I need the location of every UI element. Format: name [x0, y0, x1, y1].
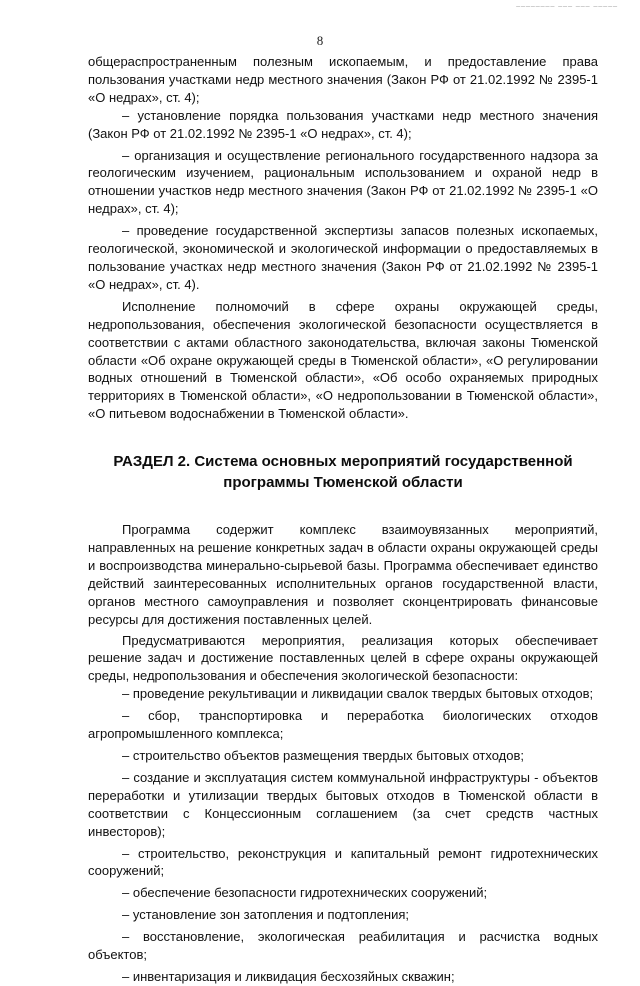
corner-scan-mark: ________ ___ ___ _____: [516, 0, 618, 7]
list-item-hydraulic-structures-construction: – строительство, реконструкция и капитальный ремонт гидротехнических сооружений;: [88, 845, 598, 879]
list-item-biological-waste: – сбор, транспортировка и переработка биологических отходов агропромышленного комплекса;: [88, 708, 598, 742]
list-item-state-expertise: – проведение государственной экспертизы запасов полезных ископаемых, геологической, экономической и экологической информации о предоставляемых в пользование участках недр местного значения (Закон РФ от 21.02.1992 № 2395-1 «О недрах», ст. 4).: [88, 223, 598, 292]
list-item-subsoil-usage-order: – установление порядка пользования участками недр местного значения (Закон РФ от 21.02.1992 № 2395-1 «О недрах», ст. 4);: [88, 107, 598, 141]
paragraph-regional-legislation: Исполнение полномочий в сфере охраны окружающей среды, недропользования, обеспечения экологической безопасности осуществляется в соответствии с актами областного законодательства, включая законы Тюменской области «Об охране окружающей среды в Тюменской области», «О регулировании водных отношений в Тюменской области», «Об особо охраняемых природных территориях в Тюменской области», «О недропользовании в Тюменской области», «О питьевом водоснабжении в Тюменской области».: [88, 298, 598, 422]
paragraph-subsoil-rights-continuation: общераспространенным полезным ископаемым, и предоставление права пользования участками недр местного значения (Закон РФ от 21.02.1992 № 2395-1 «О недрах», ст. 4);: [88, 54, 598, 105]
page-number: 8: [316, 33, 324, 48]
list-item-municipal-infrastructure: – создание и эксплуатация систем коммунальной инфраструктуры - объектов переработки и утилизации твердых бытовых отходов в Тюменской области в соответствии с Концессионным соглашением (за счет средств частных инвесторов);: [88, 769, 598, 839]
document-body: [88, 53, 598, 986]
list-item-waste-facility-construction: – строительство объектов размещения твердых бытовых отходов;: [122, 748, 524, 763]
list-item-hydraulic-structures-safety: – обеспечение безопасности гидротехнических сооружений;: [122, 885, 488, 901]
list-item-ownerless-wells: – инвентаризация и ликвидация бесхозяйных скважин;: [122, 968, 455, 984]
section-heading: РАЗДЕЛ 2. Система основных мероприятий государственной программы Тюменской области: [113, 453, 573, 492]
paragraph-measures-intro: Предусматриваются мероприятия, реализация которых обеспечивает решение задач и достижение поставленных целей в сфере охраны окружающей среды, недропользования и обеспечения экологической безопасности:: [88, 632, 598, 684]
list-item-flood-zones: – установление зон затопления и подтопления;: [122, 907, 410, 923]
list-item-landfill-recultivation: – проведение рекультивации и ликвидации свалок твердых бытовых отходов;: [122, 686, 594, 702]
list-item-regional-supervision: – организация и осуществление регионального государственного надзора за геологическим изучением, рациональным использованием и охраной недр в отношении участков недр местного значения (Закон РФ от 21.02.1992 № 2395-1 «О недрах», ст. 4);: [88, 147, 598, 217]
paragraph-program-overview: Программа содержит комплекс взаимоувязанных мероприятий, направленных на решение конкретных задач в области охраны окружающей среды и воспроизводства минерально-сырьевой базы. Программа обеспечивает единство действий заинтересованных исполнительных органов государственной власти, органов местного самоуправления и позволяет сконцентрировать финансовые ресурсы для достижения поставленных целей.: [88, 522, 598, 627]
list-item-water-bodies-restoration: – восстановление, экологическая реабилитация и расчистка водных объектов;: [88, 929, 598, 963]
